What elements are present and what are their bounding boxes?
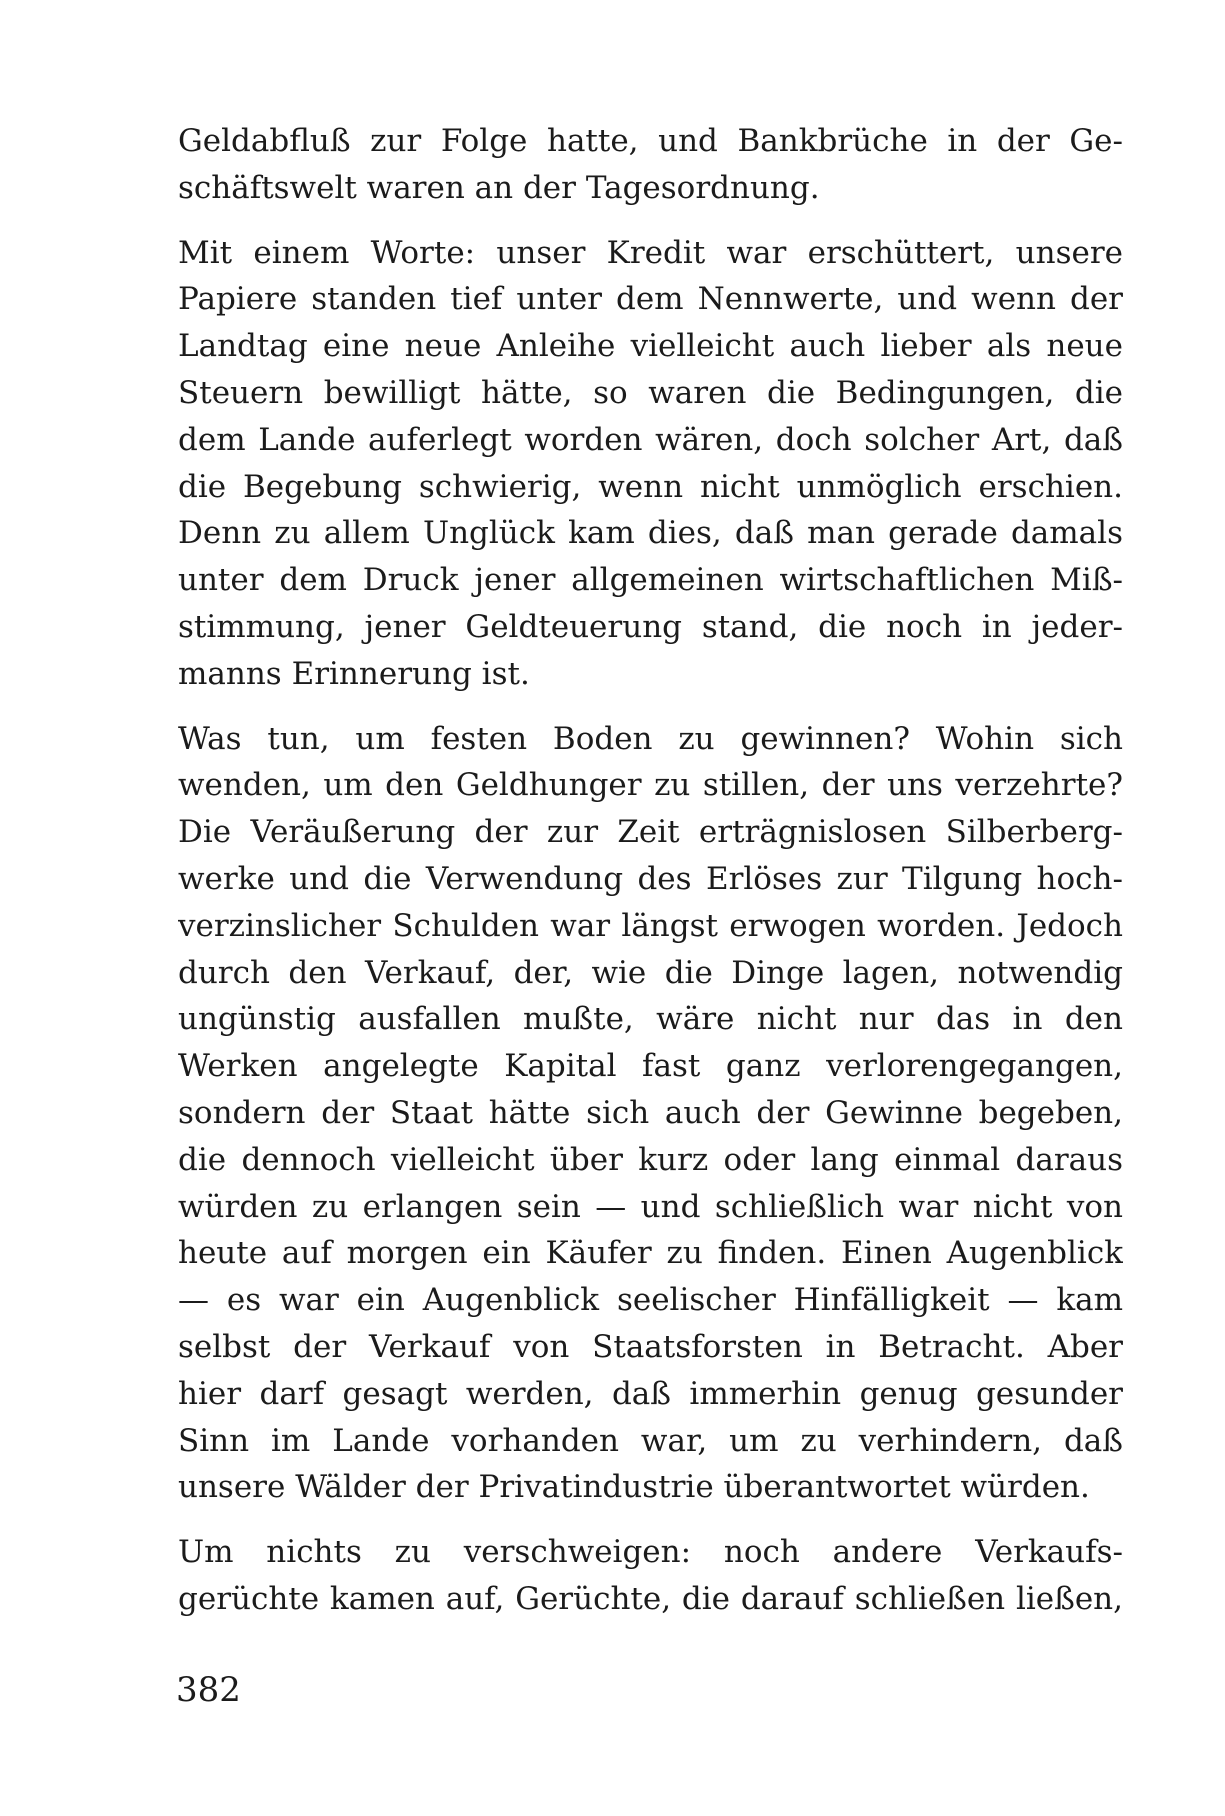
- text-line: hier darf gesagt werden, daß immerhin genug gesunder: [178, 1375, 1123, 1412]
- text-line: die dennoch vielleicht über kurz oder lang einmal daraus: [178, 1141, 1123, 1178]
- text-line: gerüchte kamen auf, Gerüchte, die darauf schließen ließen,: [178, 1580, 1123, 1617]
- text-line: Was tun, um festen Boden zu gewinnen? Wohin sich: [178, 720, 1123, 757]
- text-line: stimmung, jener Geldteuerung stand, die noch in jeder-: [178, 608, 1123, 645]
- text-line: dem Lande auferlegt worden wären, doch solcher Art, daß: [178, 421, 1123, 458]
- page-number: 382: [176, 1670, 241, 1710]
- text-line: ungünstig ausfallen mußte, wäre nicht nur das in den: [178, 1001, 1123, 1038]
- text-line: Mit einem Worte: unser Kredit war erschüttert, unsere: [178, 234, 1123, 271]
- text-line: würden zu erlangen sein — und schließlich war nicht von: [178, 1188, 1123, 1225]
- text-line: Papiere standen tief unter dem Nennwerte, und wenn der: [178, 281, 1123, 318]
- text-line: sondern der Staat hätte sich auch der Gewinne begeben,: [178, 1094, 1123, 1131]
- text-line: wenden, um den Geldhunger zu stillen, der uns verzehrte?: [178, 767, 1123, 804]
- body-text: [178, 118, 1123, 1641]
- text-line: unter dem Druck jener allgemeinen wirtschaftlichen Miß-: [178, 562, 1123, 599]
- text-line: Die Veräußerung der zur Zeit erträgnislosen Silberberg-: [178, 814, 1123, 851]
- text-line: manns Erinnerung ist.: [178, 655, 530, 692]
- text-line: verzinslicher Schulden war längst erwogen worden. Jedoch: [178, 907, 1123, 944]
- text-line: Um nichts zu verschweigen: noch andere Verkaufs-: [178, 1534, 1123, 1571]
- text-line: schäftswelt waren an der Tagesordnung.: [178, 169, 820, 206]
- text-line: durch den Verkauf, der, wie die Dinge lagen, notwendig: [178, 954, 1123, 991]
- text-line: selbst der Verkauf von Staatsforsten in Betracht. Aber: [178, 1328, 1123, 1365]
- text-line: Steuern bewilligt hätte, so waren die Bedingungen, die: [178, 374, 1123, 411]
- text-line: unsere Wälder der Privatindustrie überantwortet würden.: [178, 1469, 1090, 1506]
- text-line: Landtag eine neue Anleihe vielleicht auch lieber als neue: [178, 328, 1123, 365]
- paragraph-4: [178, 1529, 1123, 1623]
- text-line: die Begebung schwierig, wenn nicht unmöglich erschien.: [178, 468, 1123, 505]
- paragraph-3: [178, 716, 1123, 1512]
- text-line: Sinn im Lande vorhanden war, um zu verhindern, daß: [178, 1422, 1123, 1459]
- text-line: heute auf morgen ein Käufer zu finden. Einen Augenblick: [178, 1235, 1123, 1272]
- text-line: Denn zu allem Unglück kam dies, daß man gerade damals: [178, 515, 1123, 552]
- paragraph-2: [178, 230, 1123, 698]
- text-line: werke und die Verwendung des Erlöses zur Tilgung hoch-: [178, 860, 1123, 897]
- text-line: — es war ein Augenblick seelischer Hinfälligkeit — kam: [178, 1282, 1123, 1319]
- paragraph-1: [178, 118, 1123, 212]
- text-line: Werken angelegte Kapital fast ganz verlorengegangen,: [178, 1048, 1123, 1085]
- text-line: Geldabfluß zur Folge hatte, und Bankbrüche in der Ge-: [178, 123, 1123, 159]
